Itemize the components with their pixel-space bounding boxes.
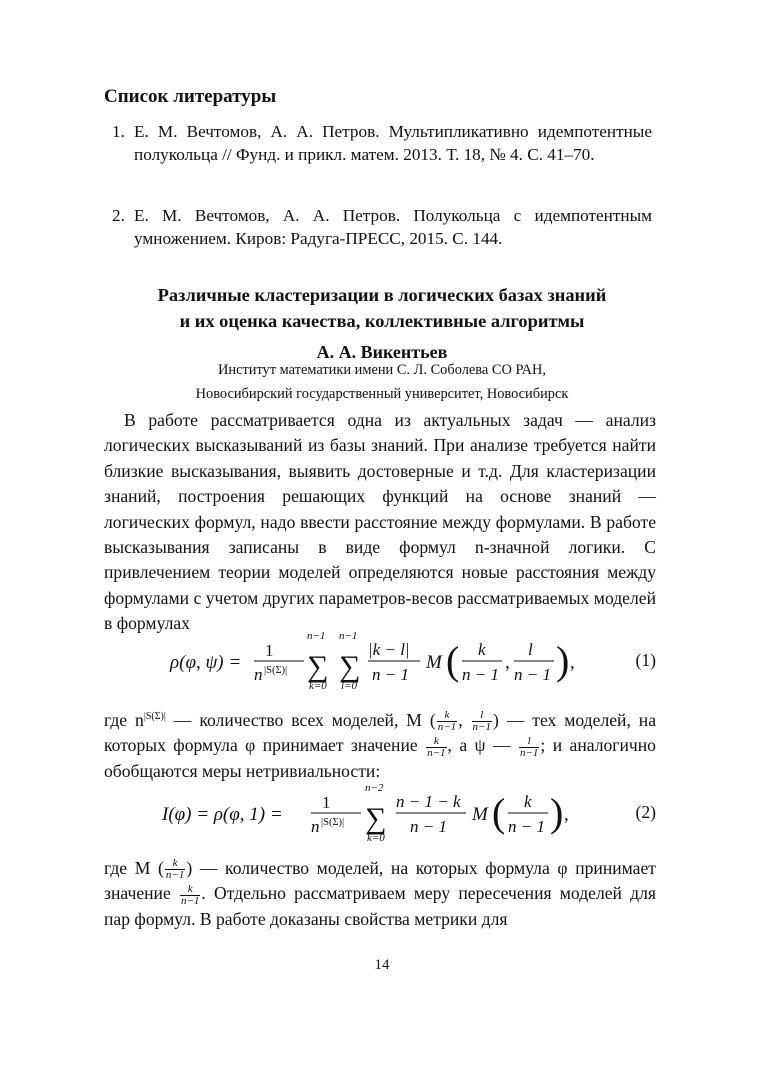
paragraph-text: — тех моделей, на которых формула φ принимает значение: [104, 709, 656, 756]
abstract-paragraph-2: [104, 704, 656, 784]
svg-text:|S(Σ)|: |S(Σ)|: [264, 665, 288, 676]
svg-text:l: l: [528, 640, 533, 659]
reference-text: Е. М. Вечтомов, А. А. Петров. Мультипликативно идемпотентные полукольца // Фунд. и прикл. матем. 2013. Т. 18, № 4. С. 41–70.: [134, 122, 652, 164]
article-title-line-2: и их оценка качества, коллективные алгоритмы: [179, 311, 585, 331]
svg-text:∑: ∑: [339, 650, 361, 683]
svg-text:∑: ∑: [365, 802, 387, 835]
reference-text: Е. М. Вечтомов, А. А. Петров. Полукольца с идемпотентным умножением. Киров: Радуга-ПРЕСС, 2015. С. 144.: [134, 206, 652, 248]
reference-item-2: [112, 204, 652, 250]
equation-2: [104, 782, 656, 850]
svg-text:M: M: [472, 804, 488, 825]
svg-text:|S(Σ)|: |S(Σ)|: [321, 817, 345, 828]
paragraph-text: ; и аналогично обобщаются меры нетривиальности:: [104, 735, 656, 781]
paragraph-text: . Отдельно рассматриваем меру пересечения моделей для пар формул. В работе доказаны свойства метрики для: [104, 883, 656, 929]
svg-text:n − 1: n − 1: [462, 665, 499, 684]
equation-2-graphic: [104, 782, 656, 850]
svg-text:n: n: [311, 817, 320, 836]
svg-text:k: k: [478, 640, 486, 659]
reference-number: 2.: [112, 206, 125, 225]
article-title: [100, 282, 664, 334]
superscript: |S(Σ)|: [143, 711, 166, 722]
svg-text:l=0: l=0: [341, 680, 357, 692]
page-number: 14: [374, 957, 390, 973]
svg-text:(: (: [492, 790, 506, 835]
equation-number: (1): [635, 650, 656, 670]
svg-text:1: 1: [322, 793, 331, 812]
svg-text:,: ,: [505, 652, 510, 673]
inline-formula: ( $\frac{k}{n-1}$ , $\frac{l}{n-1}$ ): [429, 709, 499, 734]
svg-text:M: M: [426, 652, 442, 673]
svg-text:n − 1 − k: n − 1 − k: [396, 792, 461, 811]
abstract-paragraph-1: [104, 408, 656, 637]
svg-text:n: n: [254, 665, 263, 684]
reference-item-1: [112, 120, 652, 166]
svg-text:n−1: n−1: [339, 630, 358, 642]
svg-text:n − 1: n − 1: [410, 817, 447, 836]
svg-text:n − 1: n − 1: [514, 665, 551, 684]
svg-text:n − 1: n − 1: [372, 665, 409, 684]
inline-formula: $\frac{l}{n-1}$: [519, 734, 539, 759]
abstract-paragraph-3: [104, 856, 656, 932]
equation-number: (2): [635, 802, 656, 822]
article-author: А. А. Викентьев: [316, 342, 448, 362]
svg-text:): ): [550, 790, 564, 835]
inline-formula: $\frac{k}{n-1}$: [180, 882, 200, 907]
svg-text:): ): [556, 638, 570, 683]
reference-number: 1.: [112, 122, 125, 141]
svg-text:∑: ∑: [307, 650, 329, 683]
affiliation-line-1: Институт математики имени С. Л. Соболева СО РАН,: [217, 362, 546, 378]
references-heading: Список литературы: [104, 86, 277, 107]
svg-text:n−1: n−1: [307, 630, 326, 642]
svg-text:,: ,: [564, 804, 569, 825]
svg-text:1: 1: [265, 641, 274, 660]
svg-text:,: ,: [570, 652, 575, 673]
svg-text:k=0: k=0: [367, 832, 385, 844]
equation-1-graphic: [104, 630, 656, 698]
affiliation-line-2: Новосибирский государственный университет, Новосибирск: [195, 386, 569, 402]
equation-1: [104, 630, 656, 698]
svg-text:k: k: [524, 792, 532, 811]
paragraph-text: где n: [104, 709, 144, 730]
paragraph-text: — количество всех моделей, M: [165, 709, 422, 730]
svg-text:k=0: k=0: [309, 680, 327, 692]
svg-text:(: (: [446, 638, 460, 683]
svg-text:|k − l|: |k − l|: [368, 640, 410, 659]
paragraph-text: — количество моделей, на которых формула φ принимает значение: [104, 858, 656, 904]
svg-text:n−2: n−2: [365, 782, 384, 794]
inline-formula: $\frac{k}{n-1}$: [427, 734, 446, 759]
inline-formula: ( $\frac{k}{n-1}$ ): [158, 857, 193, 882]
svg-text:n − 1: n − 1: [508, 817, 545, 836]
paragraph-text: В работе рассматривается одна из актуальных задач — анализ логических высказываний из базы знаний. При анализе требуется найти близкие высказывания, выявить достоверные и т.д. Для кластеризации знаний, построения решающих функций на основе знаний — логических формул, надо ввести расстояние между формулами. В работе высказывания записаны в виде формул n-значной логики. С привлечением теории моделей определяются новые расстояния между формулами с учетом других параметров-весов рассматриваемых моделей в формулах: [104, 410, 656, 634]
article-title-line-1: Различные кластеризации в логических базах знаний: [157, 285, 607, 305]
svg-text:I(φ) = ρ(φ, 1) =: I(φ) = ρ(φ, 1) =: [162, 804, 283, 825]
paragraph-text: где M: [104, 858, 151, 878]
svg-text:ρ(φ, ψ) =: ρ(φ, ψ) =: [170, 652, 242, 673]
paragraph-text: , а ψ —: [447, 735, 518, 756]
